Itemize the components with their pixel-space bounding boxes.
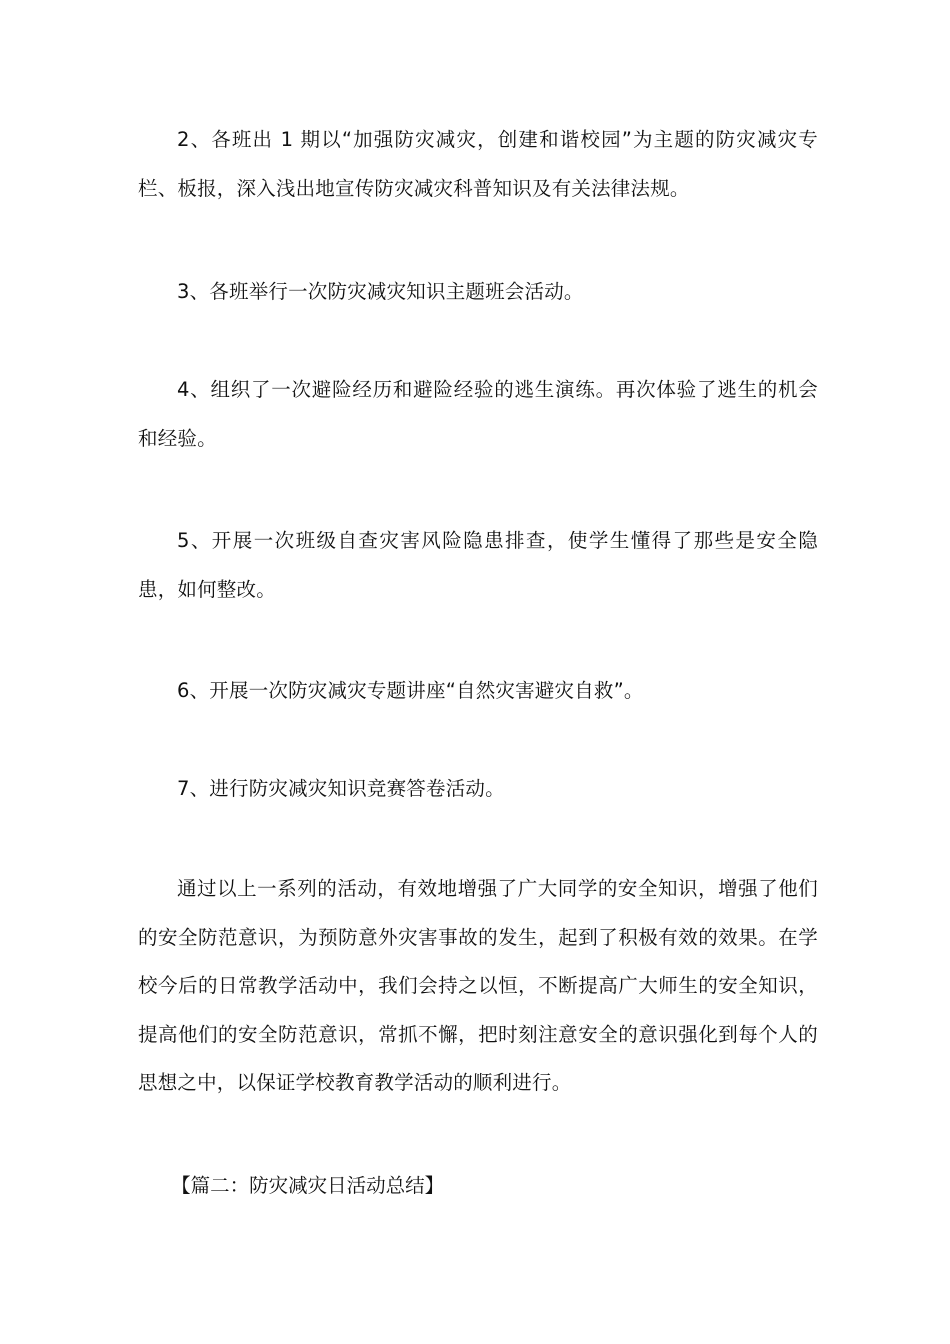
section-heading: 【篇二：防灾减灾日活动总结】 (171, 1174, 445, 1197)
paragraph-item-2: 2、各班出 1 期以“加强防灾减灾，创建和谐校园”为主题的防灾减灾专栏、板报，深入浅出地宣传防灾减灾科普知识及有关法律法规。 (138, 128, 818, 200)
paragraph-item-6: 6、开展一次防灾减灾专题讲座“自然灾害避灾自救”。 (177, 679, 644, 702)
paragraph-item-5: 5、开展一次班级自查灾害风险隐患排查，使学生懂得了那些是安全隐患，如何整改。 (138, 529, 818, 601)
paragraph-item-4: 4、组织了一次避险经历和避险经验的逃生演练。再次体验了逃生的机会和经验。 (138, 378, 818, 450)
summary-paragraph: 通过以上一系列的活动，有效地增强了广大同学的安全知识，增强了他们的安全防范意识，为预防意外灾害事故的发生，起到了积极有效的效果。在学校今后的日常教学活动中，我们会持之以恒，不断提高广大师生的安全知识，提高他们的安全防范意识，常抓不懈，把时刻注意安全的意识强化到每个人的思想之中，以保证学校教育教学活动的顺利进行。 (138, 877, 818, 1094)
paragraph-item-3: 3、各班举行一次防灾减灾知识主题班会活动。 (177, 280, 584, 303)
paragraph-item-7: 7、进行防灾减灾知识竞赛答卷活动。 (177, 777, 505, 800)
